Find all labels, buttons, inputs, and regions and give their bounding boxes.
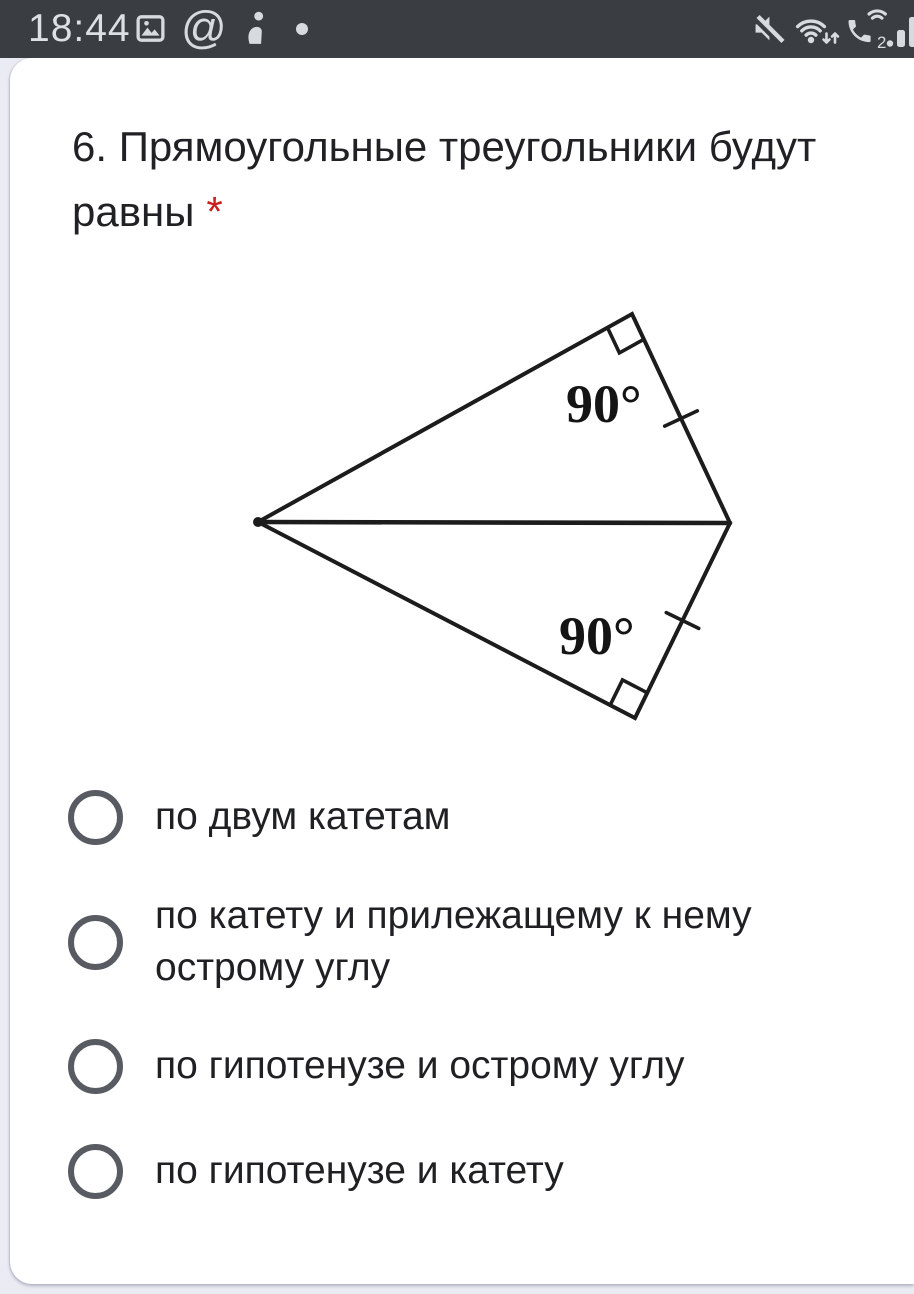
question-title bbox=[72, 114, 892, 244]
signal-strength-icon bbox=[886, 12, 914, 48]
radio-option-3[interactable] bbox=[68, 1039, 123, 1094]
radio-option-1[interactable] bbox=[68, 790, 123, 845]
upper-triangle-outline bbox=[258, 314, 730, 523]
option-row-4[interactable] bbox=[68, 1143, 884, 1199]
wifi-calling-sim-badge: 2 bbox=[877, 32, 887, 51]
lower-triangle-outline bbox=[258, 522, 730, 718]
angle-label-bottom: 90° bbox=[559, 606, 635, 666]
tick-mark-top-leg bbox=[665, 411, 698, 426]
wifi-arrows-icon bbox=[792, 9, 840, 49]
required-asterisk: * bbox=[206, 188, 223, 235]
option-label-3[interactable]: по гипотенузе и острому углу bbox=[155, 1044, 685, 1087]
left-vertex bbox=[253, 517, 263, 527]
option-row-1[interactable] bbox=[68, 789, 884, 845]
option-label-2[interactable]: по катету и прилежащему к нему острому углу bbox=[155, 894, 752, 989]
accessibility-person-icon bbox=[238, 9, 272, 47]
radio-option-2[interactable] bbox=[68, 915, 123, 970]
wifi-calling-icon bbox=[843, 8, 889, 51]
status-bar bbox=[0, 0, 914, 58]
question-card bbox=[10, 58, 914, 1284]
triangles-figure bbox=[230, 290, 760, 740]
mute-icon bbox=[750, 10, 787, 47]
option-row-2[interactable] bbox=[68, 887, 884, 997]
clock: 18:44 bbox=[28, 7, 131, 50]
at-icon: @ bbox=[181, 2, 227, 53]
shared-hypotenuse bbox=[258, 522, 730, 523]
notification-dot bbox=[296, 23, 308, 35]
image-icon bbox=[133, 12, 168, 45]
option-label-1[interactable]: по двум катетам bbox=[155, 795, 451, 838]
radio-option-4[interactable] bbox=[68, 1144, 123, 1199]
angle-label-top: 90° bbox=[566, 374, 642, 434]
question-text: 6. Прямоугольные треугольники будут равны bbox=[72, 123, 817, 235]
option-row-3[interactable] bbox=[68, 1038, 884, 1094]
tick-mark-bottom-leg bbox=[666, 613, 698, 629]
option-label-4[interactable]: по гипотенузе и катету bbox=[155, 1149, 564, 1192]
